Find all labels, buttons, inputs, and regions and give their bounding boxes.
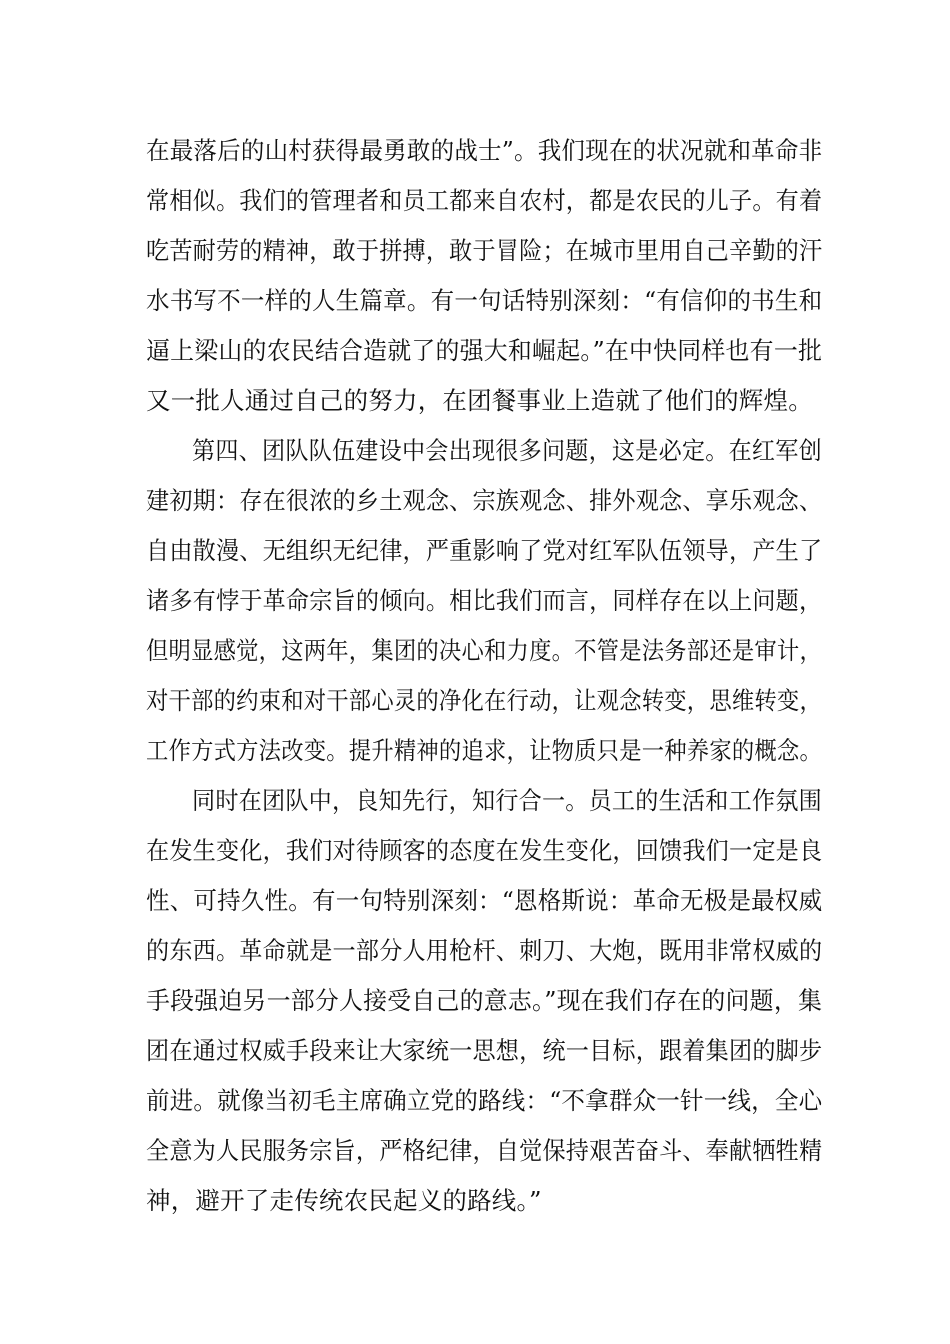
text-line: 但明显感觉，这两年，集团的决心和力度。不管是法务部还是审计， (146, 636, 822, 665)
text-line: 对干部的约束和对干部心灵的净化在行动，让观念转变，思维转变， (146, 686, 822, 715)
text-line: 神，避开了走传统农民起义的路线。” (146, 1186, 542, 1215)
paragraph-first-line: 同时在团队中，良知先行，知行合一。员工的生活和工作氛围 (192, 786, 822, 815)
text-line: 的东西。革命就是一部分人用枪杆、刺刀、大炮，既用非常权威的 (146, 936, 823, 965)
text-line: 前进。就像当初毛主席确立党的路线：“不拿群众一针一线，全心 (146, 1086, 823, 1115)
text-line: 工作方式方法改变。提升精神的追求，让物质只是一种养家的概念。 (146, 736, 822, 765)
text-line: 在发生变化，我们对待顾客的态度在发生变化，回馈我们一定是良 (146, 836, 823, 865)
paragraph-first-line: 第四、团队队伍建设中会出现很多问题，这是必定。在红军创 (192, 436, 822, 465)
text-line: 吃苦耐劳的精神，敢于拼搏，敢于冒险；在城市里用自己辛勤的汗 (146, 236, 823, 265)
text-line: 在最落后的山村获得最勇敢的战士”。我们现在的状况就和革命非 (146, 136, 823, 165)
text-line: 逼上梁山的农民结合造就了的强大和崛起。”在中快同样也有一批 (146, 336, 823, 365)
text-line: 团在通过权威手段来让大家统一思想，统一目标，跟着集团的脚步 (146, 1036, 823, 1065)
text-line: 诸多有悖于革命宗旨的倾向。相比我们而言，同样存在以上问题， (146, 586, 823, 615)
text-line: 水书写不一样的人生篇章。有一句话特别深刻：“有信仰的书生和 (146, 286, 823, 315)
text-line: 又一批人通过自己的努力，在团餐事业上造就了他们的辉煌。 (146, 386, 813, 415)
text-line: 手段强迫另一部分人接受自己的意志。”现在我们存在的问题，集 (146, 986, 823, 1015)
text-line: 自由散漫、无组织无纪律，严重影响了党对红军队伍领导，产生了 (146, 536, 823, 565)
text-line: 性、可持久性。有一句特别深刻：“恩格斯说：革命无极是最权威 (146, 886, 823, 915)
text-line: 全意为人民服务宗旨，严格纪律，自觉保持艰苦奋斗、奉献牺牲精 (146, 1136, 823, 1165)
text-line: 建初期：存在很浓的乡土观念、宗族观念、排外观念、享乐观念、 (146, 486, 823, 515)
text-line: 常相似。我们的管理者和员工都来自农村，都是农民的儿子。有着 (146, 186, 823, 215)
